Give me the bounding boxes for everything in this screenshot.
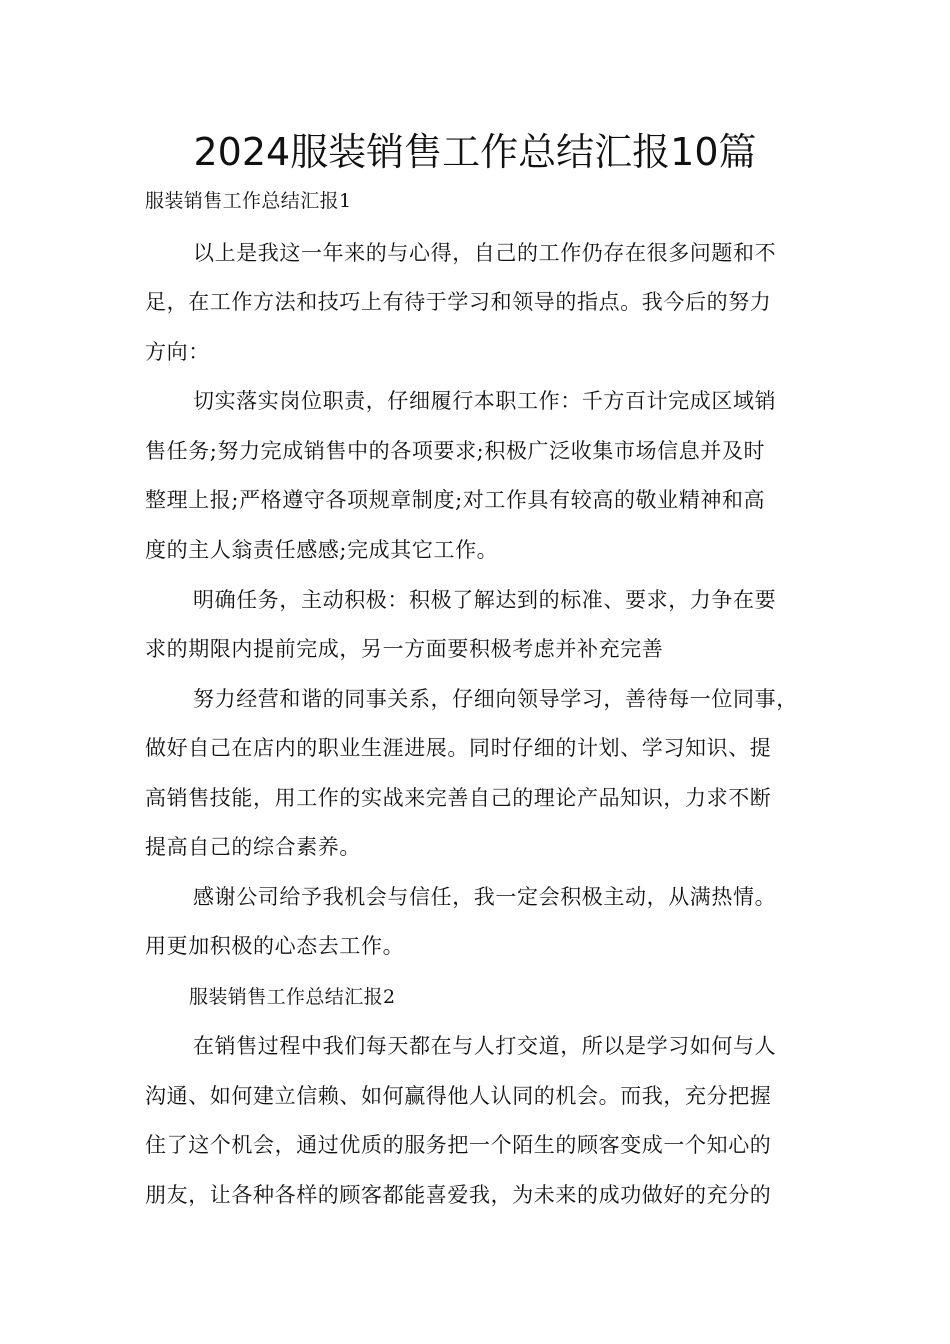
text-line: 足，在工作方法和技巧上有待于学习和领导的指点。我今后的努力 [145,290,772,314]
text-line: 努力经营和谐的同事关系，仔细向领导学习，善待每一位同事， [193,687,798,711]
text-line: 感谢公司给予我机会与信任，我一定会积极主动，从满热情。 [193,885,777,909]
text-line: 明确任务，主动积极：积极了解达到的标准、要求，力争在要 [193,588,777,612]
text-line: 做好自己在店内的职业生涯进展。同时仔细的计划、学习知识、提 [145,736,772,760]
text-line: 用更加积极的心态去工作。 [145,934,405,958]
text-line: 方向： [145,340,210,364]
text-line: 整理上报;严格遵守各项规章制度;对工作具有较高的敬业精神和高 [145,488,766,512]
text-line: 朋友，让各种各样的顾客都能喜爱我，为未来的成功做好的充分的 [145,1183,772,1207]
section-heading-1: 服装销售工作总结汇报1 [145,190,352,212]
text-line: 在销售过程中我们每天都在与人打交道，所以是学习如何与人 [193,1034,777,1058]
section-heading-2: 服装销售工作总结汇报2 [189,986,396,1008]
text-line: 以上是我这一年来的与心得，自己的工作仍存在很多问题和不 [193,241,777,265]
text-line: 沟通、如何建立信赖、如何赢得他人认同的机会。而我，充分把握 [145,1084,772,1108]
text-line: 度的主人翁责任感感;完成其它工作。 [145,538,499,562]
text-line: 高销售技能，用工作的实战来完善自己的理论产品知识，力求不断 [145,786,772,810]
text-line: 住了这个机会，通过优质的服务把一个陌生的顾客变成一个知心的 [145,1133,772,1157]
text-line: 售任务;努力完成销售中的各项要求;积极广泛收集市场信息并及时 [145,439,766,463]
document-title: 2024服装销售工作总结汇报10篇 [193,130,757,174]
text-line: 提高自己的综合素养。 [145,835,361,859]
text-line: 切实落实岗位职责，仔细履行本职工作：千方百计完成区域销 [193,389,777,413]
text-line: 求的期限内提前完成，另一方面要积极考虑并补充完善 [145,637,664,661]
